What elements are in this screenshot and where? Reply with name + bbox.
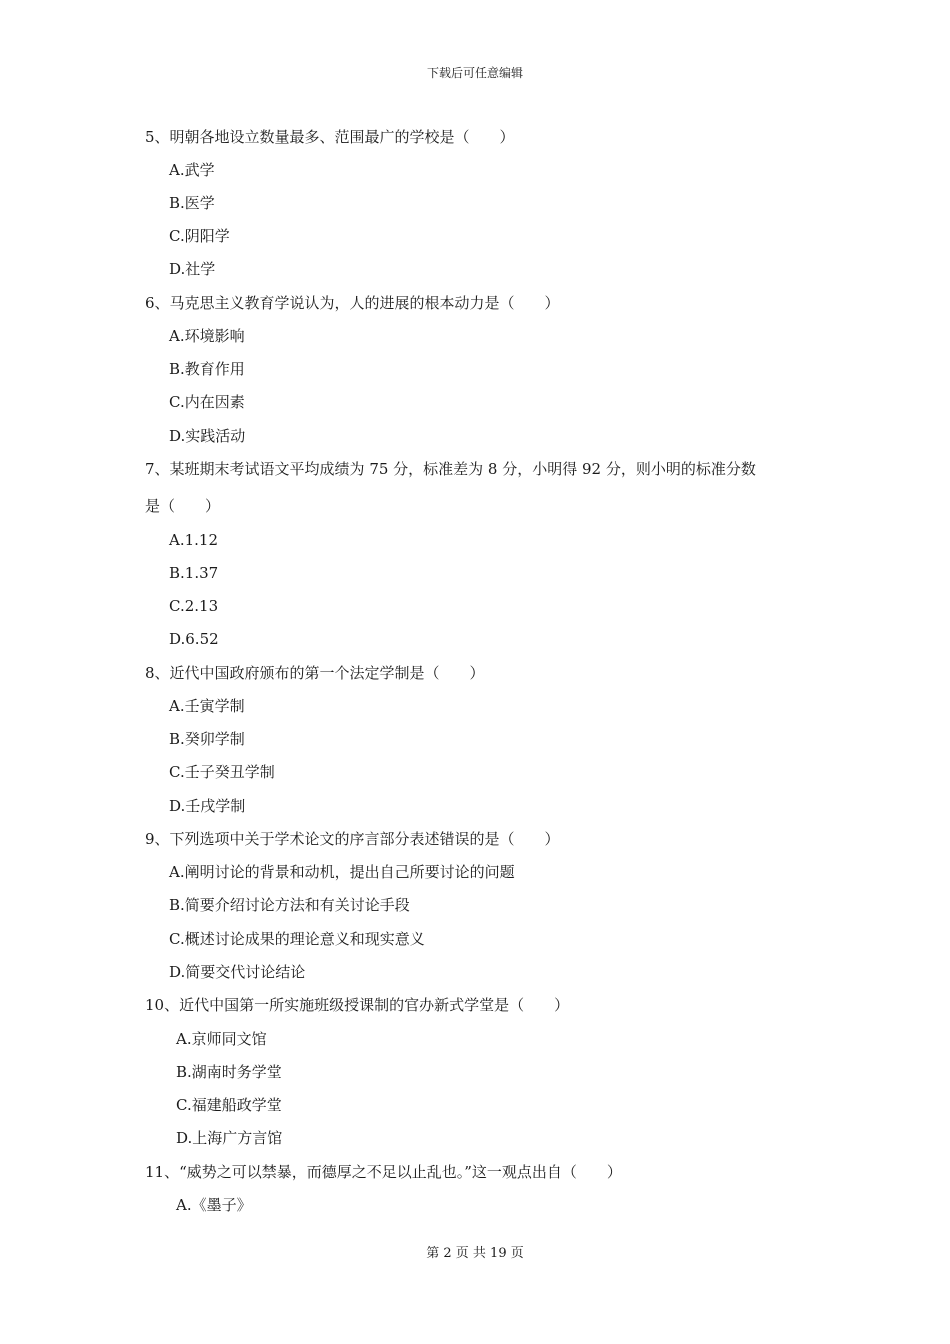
question-7-stem-continued: 是（ ） xyxy=(145,497,221,515)
question-8-stem: 8、近代中国政府颁布的第一个法定学制是（ ） xyxy=(145,664,485,682)
question-7-option-a: A.1.12 xyxy=(169,531,218,549)
question-9-stem: 9、下列选项中关于学术论文的序言部分表述错误的是（ ） xyxy=(145,830,560,848)
question-9-option-a: A.阐明讨论的背景和动机，提出自己所要讨论的问题 xyxy=(169,863,515,881)
question-9-option-b: B.简要介绍讨论方法和有关讨论手段 xyxy=(169,896,410,914)
question-5-stem: 5、明朝各地设立数量最多、范围最广的学校是（ ） xyxy=(145,128,515,146)
question-5-option-b: B.医学 xyxy=(169,194,215,212)
question-11-option-a: A.《墨子》 xyxy=(176,1196,252,1214)
question-10-option-b: B.湖南时务学堂 xyxy=(176,1063,282,1081)
question-10-option-a: A.京师同文馆 xyxy=(176,1030,267,1048)
question-6-option-a: A.环境影响 xyxy=(169,327,245,345)
question-5-option-d: D.社学 xyxy=(169,260,216,278)
question-11-stem: 11、“威势之可以禁暴，而德厚之不足以止乱也。”这一观点出自（ ） xyxy=(145,1163,622,1181)
question-7-option-b: B.1.37 xyxy=(169,564,219,582)
question-8-option-b: B.癸卯学制 xyxy=(169,730,245,748)
question-8-option-a: A.壬寅学制 xyxy=(169,697,245,715)
question-10-stem: 10、近代中国第一所实施班级授课制的官办新式学堂是（ ） xyxy=(145,996,570,1014)
question-5-option-c: C.阴阳学 xyxy=(169,227,230,245)
question-7-stem: 7、某班期末考试语文平均成绩为 75 分，标准差为 8 分，小明得 92 分，则小明的标准分数 xyxy=(145,460,756,478)
question-10-option-d: D.上海广方言馆 xyxy=(176,1129,283,1147)
question-6-option-d: D.实践活动 xyxy=(169,427,246,445)
question-8-option-d: D.壬戌学制 xyxy=(169,797,246,815)
question-9-option-d: D.简要交代讨论结论 xyxy=(169,963,306,981)
question-5-option-a: A.武学 xyxy=(169,161,215,179)
question-6-option-c: C.内在因素 xyxy=(169,393,245,411)
question-10-option-c: C.福建船政学堂 xyxy=(176,1096,282,1114)
question-8-option-c: C.壬子癸丑学制 xyxy=(169,763,275,781)
question-7-option-c: C.2.13 xyxy=(169,597,219,615)
question-6-stem: 6、马克思主义教育学说认为，人的进展的根本动力是（ ） xyxy=(145,294,560,312)
question-7-option-d: D.6.52 xyxy=(169,630,219,648)
question-6-option-b: B.教育作用 xyxy=(169,360,245,378)
page-header: 下载后可任意编辑 xyxy=(426,66,523,80)
page-footer: 第 2 页 共 19 页 xyxy=(426,1246,524,1261)
question-9-option-c: C.概述讨论成果的理论意义和现实意义 xyxy=(169,930,425,948)
